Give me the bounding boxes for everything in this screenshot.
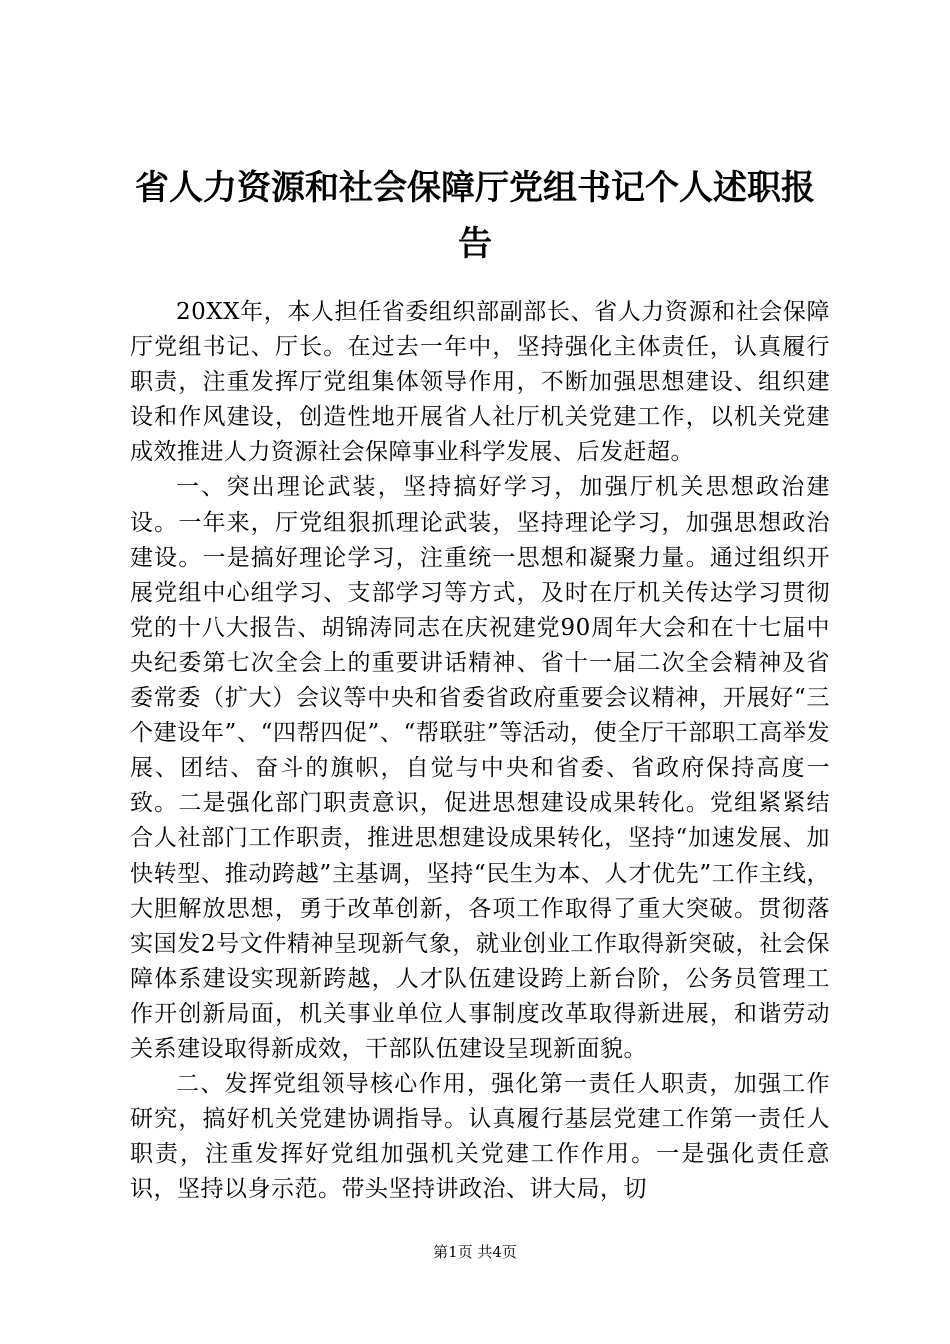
paragraph-intro: 20XX年，本人担任省委组织部副部长、省人力资源和社会保障厅党组书记、厅长。在过去一年中，坚持强化主体责任，认真履行职责，注重发挥厅党组集体领导作用，不断加强思想建设、组织建设和作风建设，创造性地开展省人社厅机关党建工作，以机关党建成效推进人力资源社会保障事业科学发展、后发赶超。 [130,299,830,466]
page-number-footer: 第1页 共4页 [433,1243,517,1261]
document-title: 省人力资源和社会保障厅党组书记个人述职报告 [135,168,815,264]
paragraph-section-2: 二、发挥党组领导核心作用，强化第一责任人职责，加强工作研究，搞好机关党建协调指导。认真履行基层党建工作第一责任人职责，注重发挥好党组加强机关党建工作作用。一是强化责任意识，坚持以身示范。带头坚持讲政治、讲大局，切 [130,1071,830,1203]
document-body [130,295,830,1207]
paragraph-section-1: 一、突出理论武装，坚持搞好学习，加强厅机关思想政治建设。一年来，厅党组狠抓理论武装，坚持理论学习，加强思想政治建设。一是搞好理论学习，注重统一思想和凝聚力量。通过组织开展党组中心组学习、支部学习等方式，及时在厅机关传达学习贯彻党的十八大报告、胡锦涛同志在庆祝建党90周年大会和在十七届中央纪委第七次全会上的重要讲话精神、省十一届二次全会精神及省委常委（扩大）会议等中央和省委省政府重要会议精神，开展好“三个建设年”、“四帮四促”、“帮联驻”等活动，使全厅干部职工高举发展、团结、奋斗的旗帜，自觉与中央和省委、省政府保持高度一致。二是强化部门职责意识，促进思想建设成果转化。党组紧紧结合人社部门工作职责，推进思想建设成果转化，坚持“加速发展、加快转型、推动跨越”主基调，坚持“民生为本、人才优先”工作主线，大胆解放思想，勇于改革创新，各项工作取得了重大突破。贯彻落实国发2号文件精神呈现新气象，就业创业工作取得新突破，社会保障体系建设实现新跨越，人才队伍建设跨上新台阶，公务员管理工作开创新局面，机关事业单位人事制度改革取得新进展，和谐劳动关系建设取得新成效，干部队伍建设呈现新面貌。 [130,474,830,1062]
